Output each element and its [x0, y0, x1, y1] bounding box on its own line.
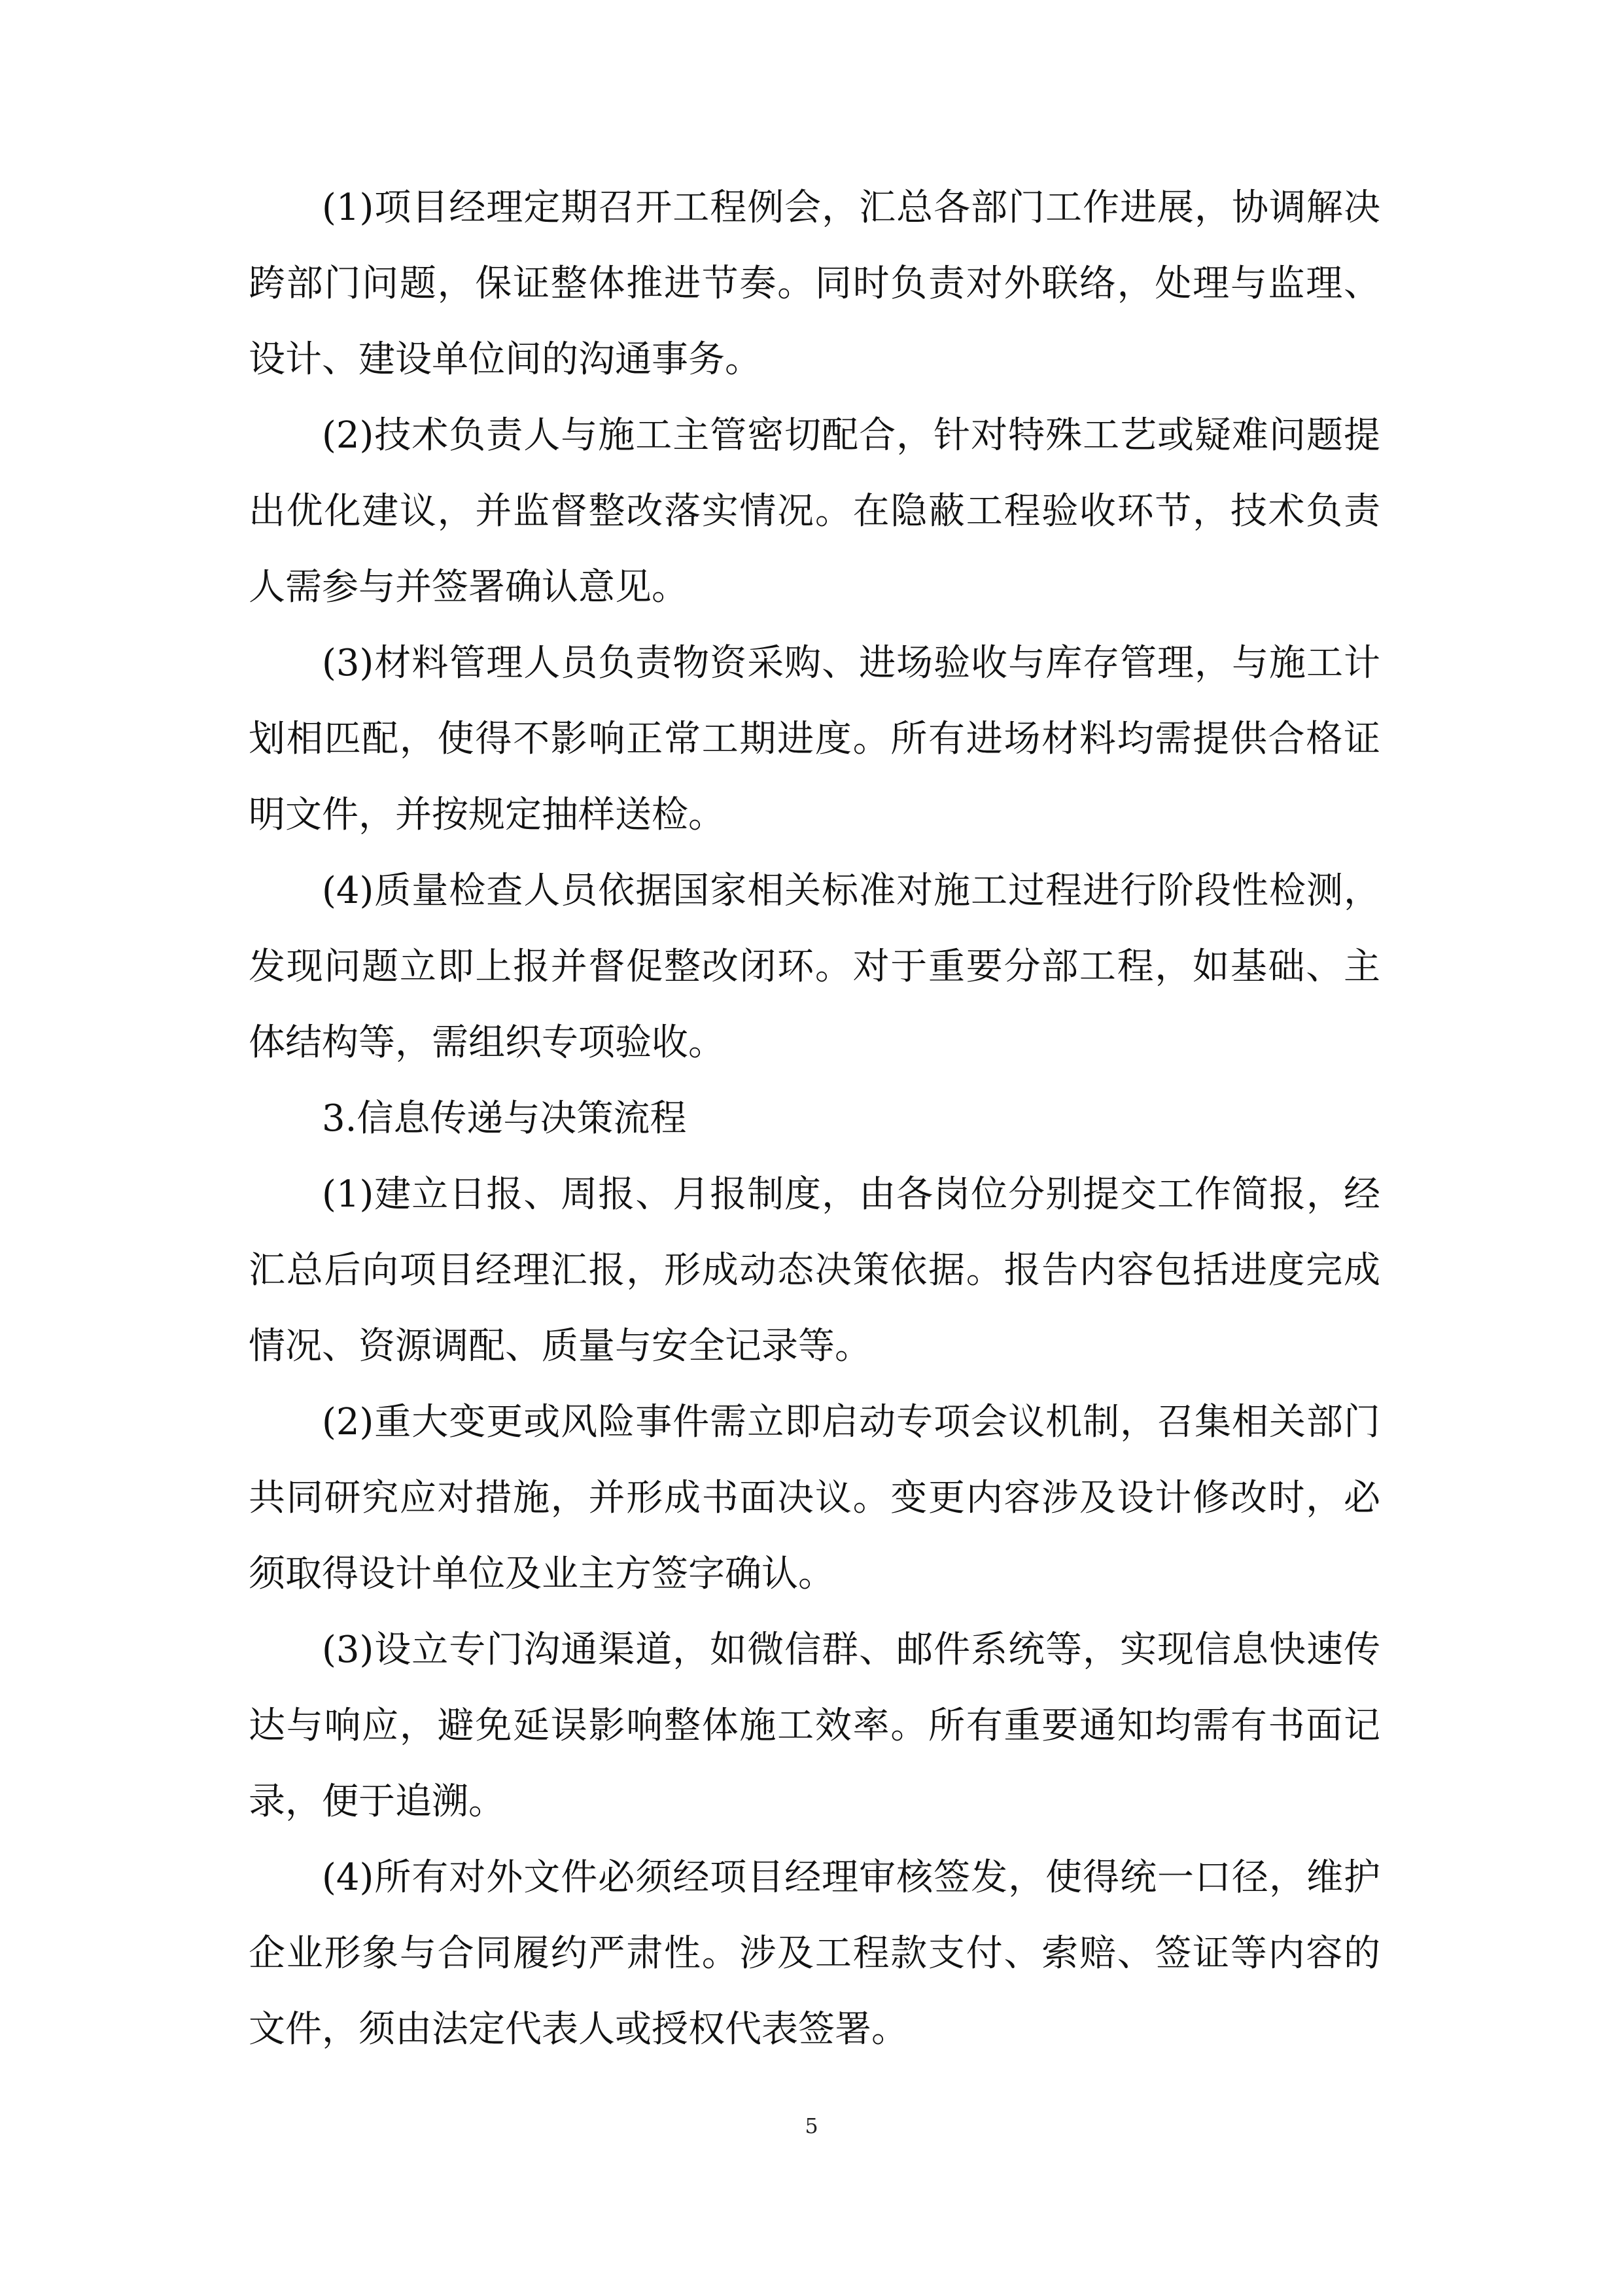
- paragraph-communication-channels: (3)设立专门沟通渠道，如微信群、邮件系统等，实现信息快速传达与响应，避免延误影响整体施工效率。所有重要通知均需有书面记录，便于追溯。: [249, 1629, 1380, 1823]
- paragraph-technical-lead: (2)技术负责人与施工主管密切配合，针对特殊工艺或疑难问题提出优化建议，并监督整改落实情况。在隐蔽工程验收环节，技术负责人需参与并签署确认意见。: [249, 414, 1380, 609]
- paragraph-reporting-system: (1)建立日报、周报、月报制度，由各岗位分别提交工作简报，经汇总后向项目经理汇报，形成动态决策依据。报告内容包括进度完成情况、资源调配、质量与安全记录等。: [249, 1173, 1380, 1368]
- page-number: 5: [805, 2113, 818, 2138]
- paragraph-materials-management: (3)材料管理人员负责物资采购、进场验收与库存管理，与施工计划相匹配，使得不影响正常工期进度。所有进场材料均需提供合格证明文件，并按规定抽样送检。: [249, 642, 1380, 836]
- document-body: [249, 170, 1380, 2068]
- paragraph-quality-inspection: (4)质量检查人员依据国家相关标准对施工过程进行阶段性检测，发现问题立即上报并督促整改闭环。对于重要分部工程，如基础、主体结构等，需组织专项验收。: [249, 870, 1380, 1064]
- paragraph-project-manager: (1)项目经理定期召开工程例会，汇总各部门工作进展，协调解决跨部门问题，保证整体推进节奏。同时负责对外联络，处理与监理、设计、建设单位间的沟通事务。: [249, 186, 1380, 381]
- section-heading: 3.信息传递与决策流程: [322, 1097, 687, 1140]
- paragraph-major-changes: (2)重大变更或风险事件需立即启动专项会议机制，召集相关部门共同研究应对措施，并形成书面决议。变更内容涉及设计修改时，必须取得设计单位及业主方签字确认。: [249, 1401, 1380, 1595]
- paragraph-external-documents: (4)所有对外文件必须经项目经理审核签发，使得统一口径，维护企业形象与合同履约严肃性。涉及工程款支付、索赔、签证等内容的文件，须由法定代表人或授权代表签署。: [249, 1856, 1380, 2051]
